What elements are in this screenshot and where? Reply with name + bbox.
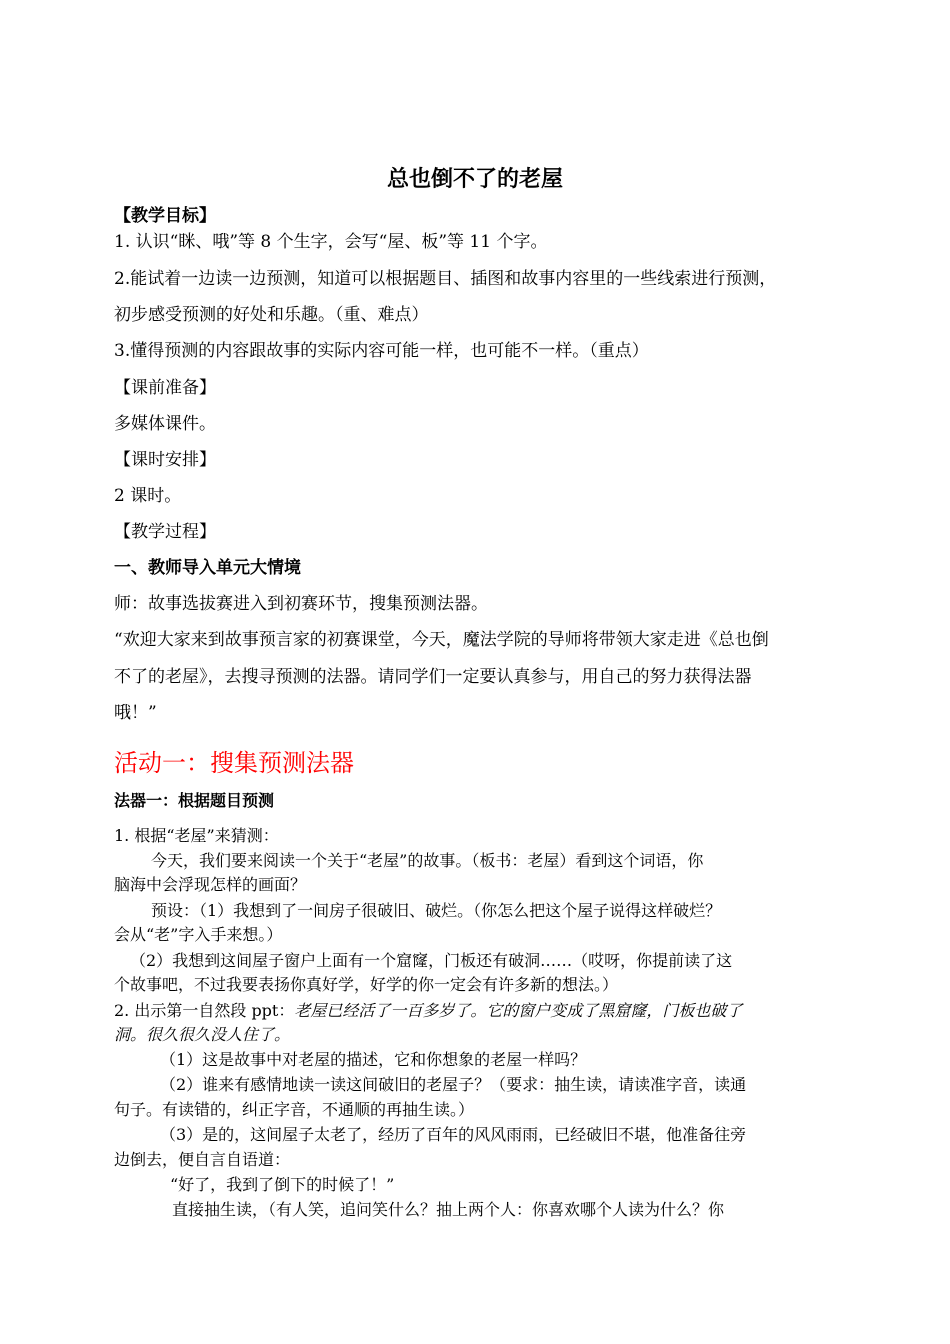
goal-line-2-cont: 初步感受预测的好处和乐趣。（重、难点）: [114, 305, 429, 325]
schedule-text: 2 课时。: [114, 486, 182, 506]
question-2-a: （2）谁来有感情地读一读这间破旧的老屋子？（要求：抽生读，请读准字音，读通: [160, 1075, 747, 1094]
goal-line-1: 1. 认识“眯、哦”等 8 个生字，会写“屋、板”等 11 个字。: [114, 232, 548, 252]
ppt-quote-b: 洞。很久很久没人住了。: [114, 1025, 291, 1044]
step-1-text-a: 今天，我们要来阅读一个关于“老屋”的故事。（板书：老屋）看到这个词语，你: [151, 851, 704, 870]
preparation-text: 多媒体课件。: [114, 414, 216, 434]
activity-heading: 活动一：搜集预测法器: [114, 749, 354, 777]
preset-2-b: 个故事吧，不过我要表扬你真好学，好学的你一定会有许多新的想法。）: [114, 975, 619, 994]
document-title: 总也倒不了的老屋: [386, 167, 563, 192]
step-2: [114, 1000, 854, 1021]
intro-quote-3: 哦！”: [114, 703, 157, 723]
preset-2-a: （2）我想到这间屋子窗户上面有一个窟窿，门板还有破洞……（哎呀，你提前读了这: [130, 951, 733, 970]
goal-line-3: 3.懂得预测的内容跟故事的实际内容可能一样，也可能不一样。（重点）: [114, 341, 649, 361]
question-1: （1）这是故事中对老屋的描述，它和你想象的老屋一样吗？: [160, 1050, 587, 1069]
step-1: 1. 根据“老屋”来猜测：: [114, 826, 279, 845]
section-heading-teaching-goals: 【教学目标】: [114, 206, 216, 226]
section-heading-process: 【教学过程】: [114, 522, 216, 542]
goal-line-2: 2.能试着一边读一边预测，知道可以根据题目、插图和故事内容里的一些线索进行预测，: [114, 269, 777, 289]
reading-instruction: 直接抽生读，（有人笑，追问笑什么？抽上两个人：你喜欢哪个人读为什么？你: [172, 1200, 725, 1219]
tool-heading-1: 法器一：根据题目预测: [114, 791, 275, 810]
intro-text-1: 师：故事选拔赛进入到初赛环节，搜集预测法器。: [114, 594, 488, 614]
question-3-a: （3）是的，这间屋子太老了，经历了百年的风风雨雨，已经破旧不堪，他准备往旁: [160, 1125, 747, 1144]
step-2-label: 2. 出示第一自然段 ppt：: [114, 1001, 295, 1020]
intro-quote-1: “欢迎大家来到故事预言家的初赛课堂，今天，魔法学院的导师将带领大家走进《总也倒: [114, 630, 769, 650]
preset-1-a: 预设：（1）我想到了一间房子很破旧、破烂。（你怎么把这个屋子说得这样破烂？: [151, 901, 722, 920]
subheading-intro: 一、教师导入单元大情境: [114, 558, 301, 578]
preset-1-b: 会从“老”字入手来想。）: [114, 925, 283, 944]
intro-quote-2: 不了的老屋》，去搜寻预测的法器。请同学们一定要认真参与，用自己的努力获得法器: [114, 667, 752, 687]
section-heading-preparation: 【课前准备】: [114, 378, 216, 398]
question-3-b: 边倒去，便自言自语道：: [114, 1150, 291, 1169]
step-1-text-b: 脑海中会浮现怎样的画面？: [114, 875, 307, 894]
section-heading-schedule: 【课时安排】: [114, 450, 216, 470]
quote-fall: “好了，我到了倒下的时候了！”: [170, 1175, 395, 1194]
ppt-quote-a: 老屋已经活了一百多岁了。它的窗户变成了黑窟窿，门板也破了: [294, 1001, 743, 1020]
question-2-b: 句子。有读错的，纠正字音，不通顺的再抽生读。）: [114, 1100, 475, 1119]
